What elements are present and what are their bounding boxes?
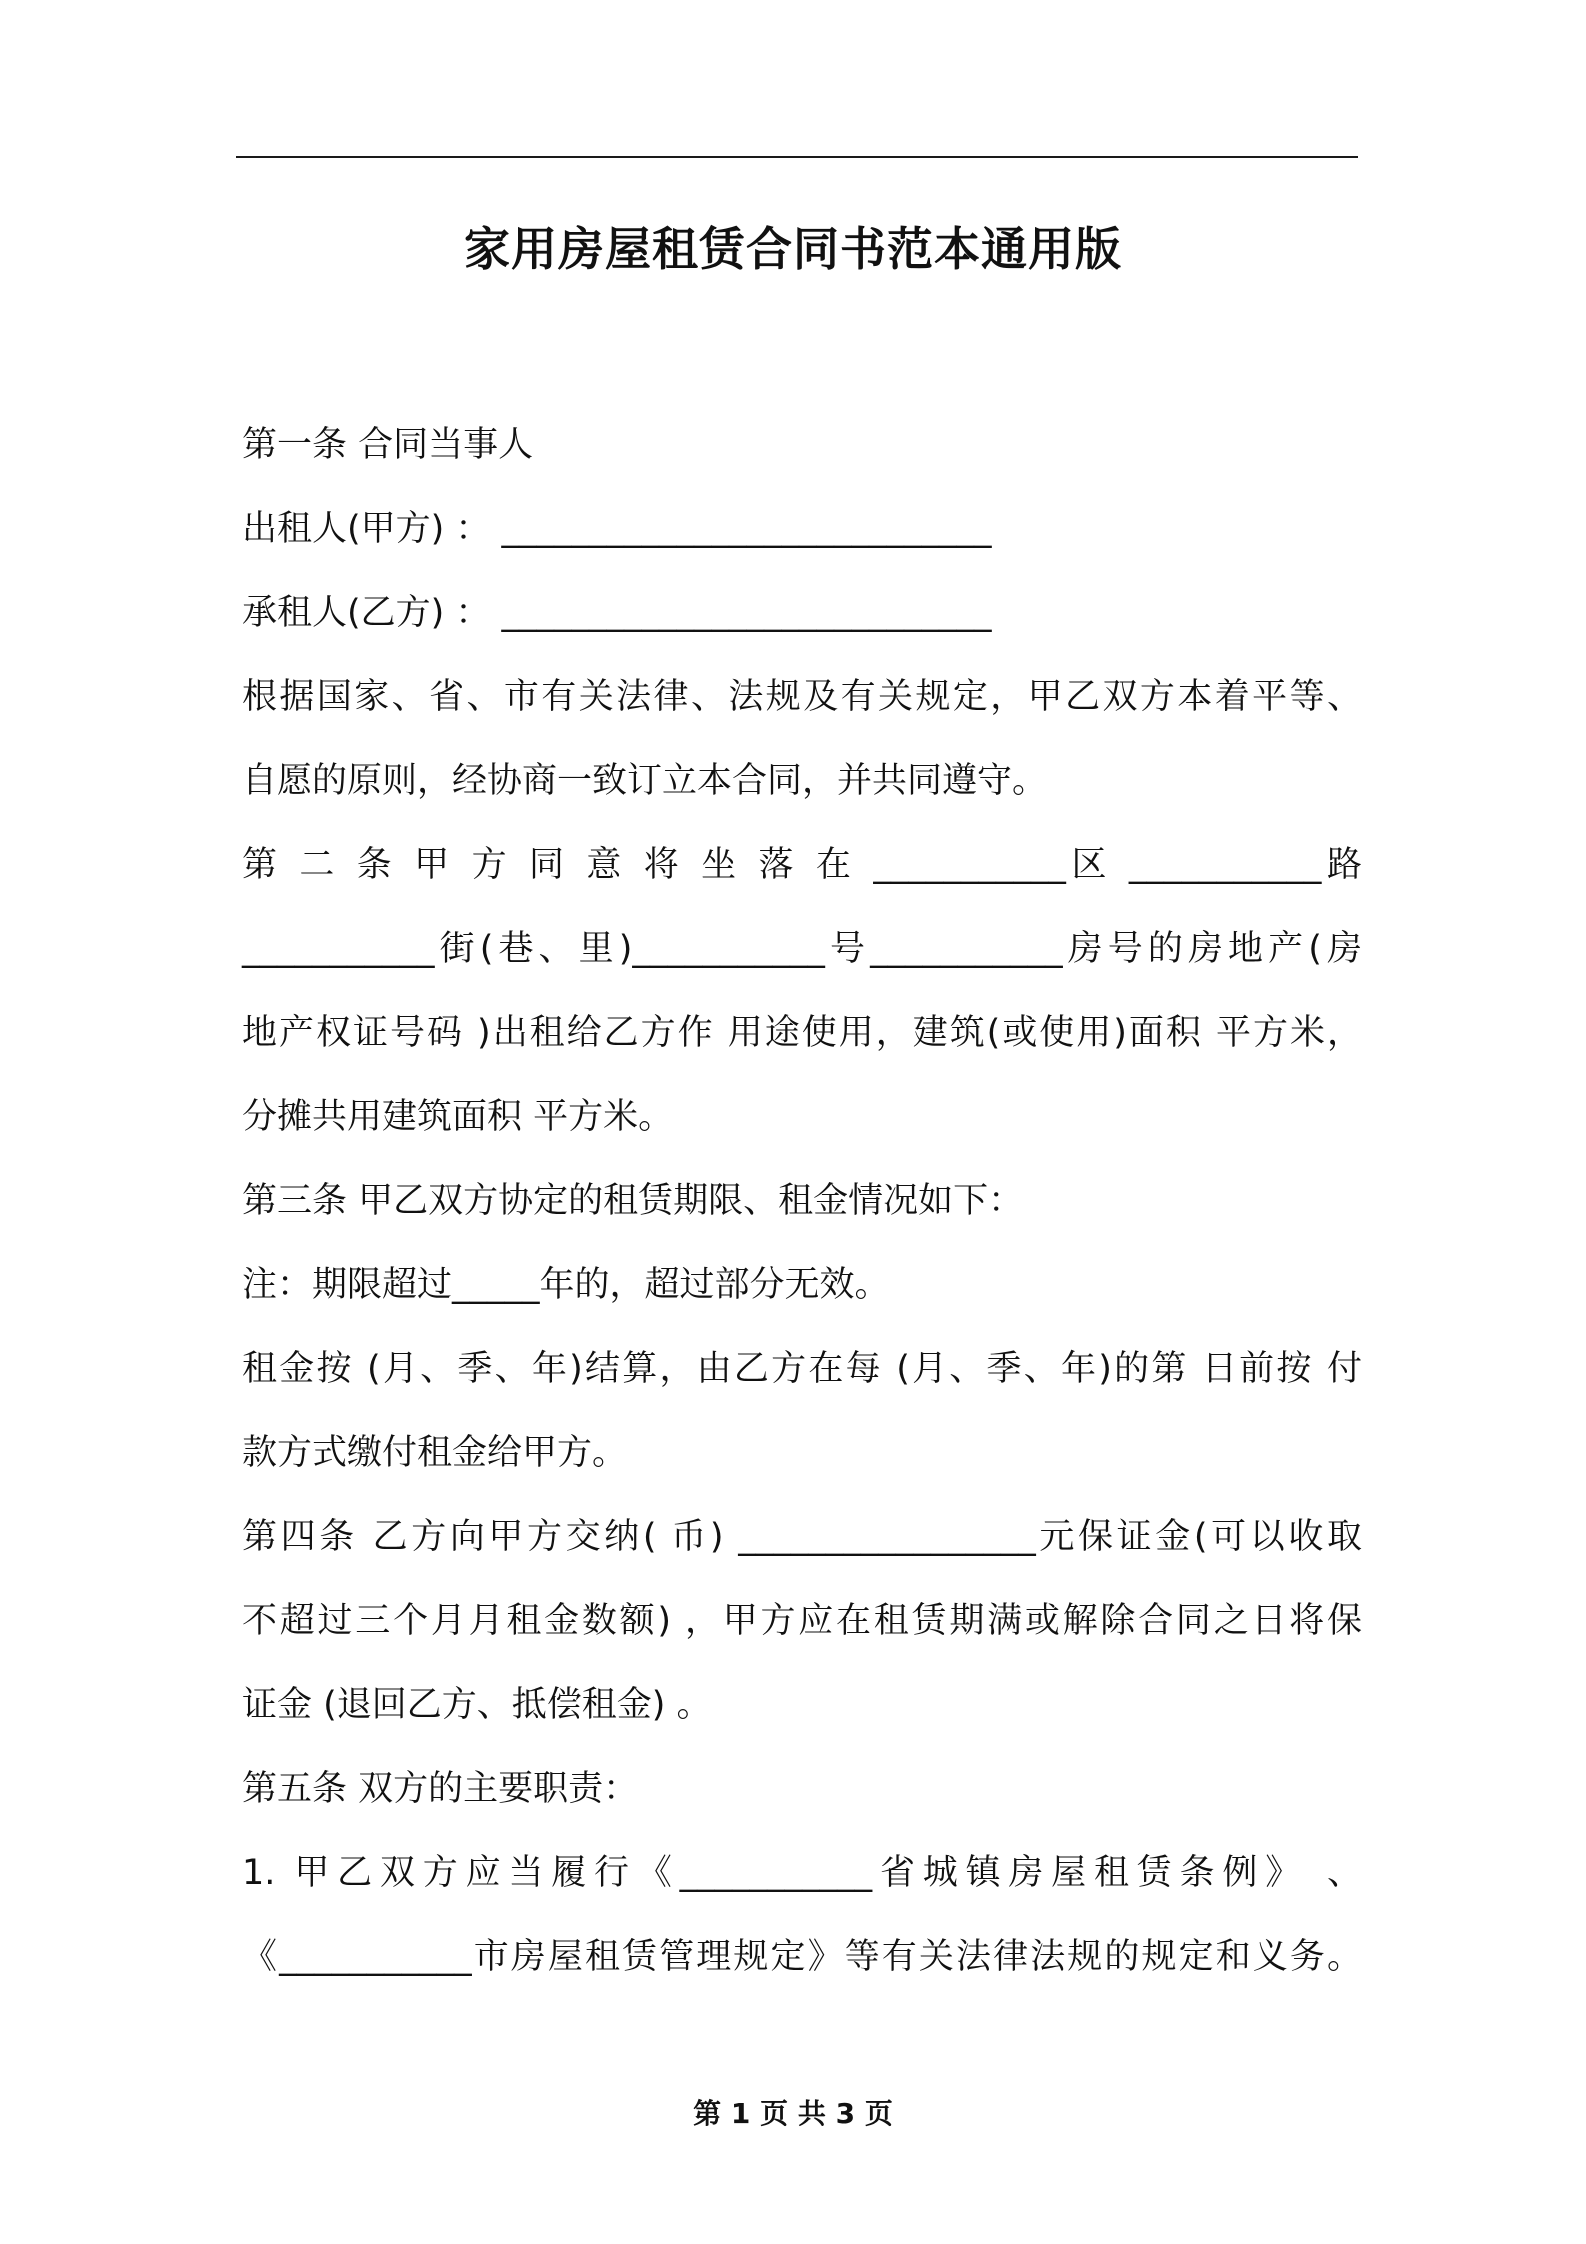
article-3-line: 租金按 (月、季、年)结算，由乙方在每 (月、季、年)的第 日前按 付: [242, 1349, 1362, 1389]
article-2-line: 地产权证号码 )出租给乙方作 用途使用，建筑(或使用)面积 平方米，: [242, 1013, 1362, 1053]
article-3-line: 款方式缴付租金给甲方。: [242, 1433, 628, 1473]
document-body: [242, 403, 1362, 1999]
lessee-field: 承租人(乙方) ： ____________________________: [242, 593, 992, 633]
article-5-heading: 第五条 双方的主要职责：: [242, 1769, 639, 1809]
header-rule: [236, 156, 1358, 158]
article-2-line: ___________街(巷、里)___________号___________房号的房地产(房: [242, 929, 1362, 969]
document-title: 家用房屋租赁合同书范本通用版: [464, 222, 1122, 276]
article-3-heading: 第三条 甲乙双方协定的租赁期限、租金情况如下：: [242, 1181, 1024, 1221]
article-2-line: 第 二 条 甲 方 同 意 将 坐 落 在 ___________区 ___________路: [242, 845, 1362, 885]
paragraph-line: 自愿的原则，经协商一致订立本合同，并共同遵守。: [242, 761, 1048, 801]
article-2-line: 分摊共用建筑面积 平方米。: [242, 1097, 674, 1137]
article-4-line: 证金 (退回乙方、抵偿租金) 。: [242, 1685, 712, 1725]
page-indicator: 第 1 页 共 3 页: [693, 2097, 893, 2130]
article-4-line: 第四条 乙方向甲方交纳( 币) _________________元保证金(可以收取: [242, 1517, 1362, 1557]
lessor-field: 出租人(甲方) ： ____________________________: [242, 509, 992, 549]
article-1-heading: 第一条 合同当事人: [242, 425, 534, 465]
paragraph-line: 根据国家、省、市有关法律、法规及有关规定，甲乙双方本着平等、: [242, 677, 1362, 717]
article-3-line: 注：期限超过_____年的，超过部分无效。: [242, 1265, 890, 1305]
article-5-line: 《___________市房屋租赁管理规定》等有关法律法规的规定和义务。: [242, 1937, 1362, 1977]
article-5-line: 1. 甲乙双方应当履行《___________省城镇房屋租赁条例》 、: [242, 1853, 1362, 1893]
article-4-line: 不超过三个月月租金数额) ，甲方应在租赁期满或解除合同之日将保: [242, 1601, 1362, 1641]
